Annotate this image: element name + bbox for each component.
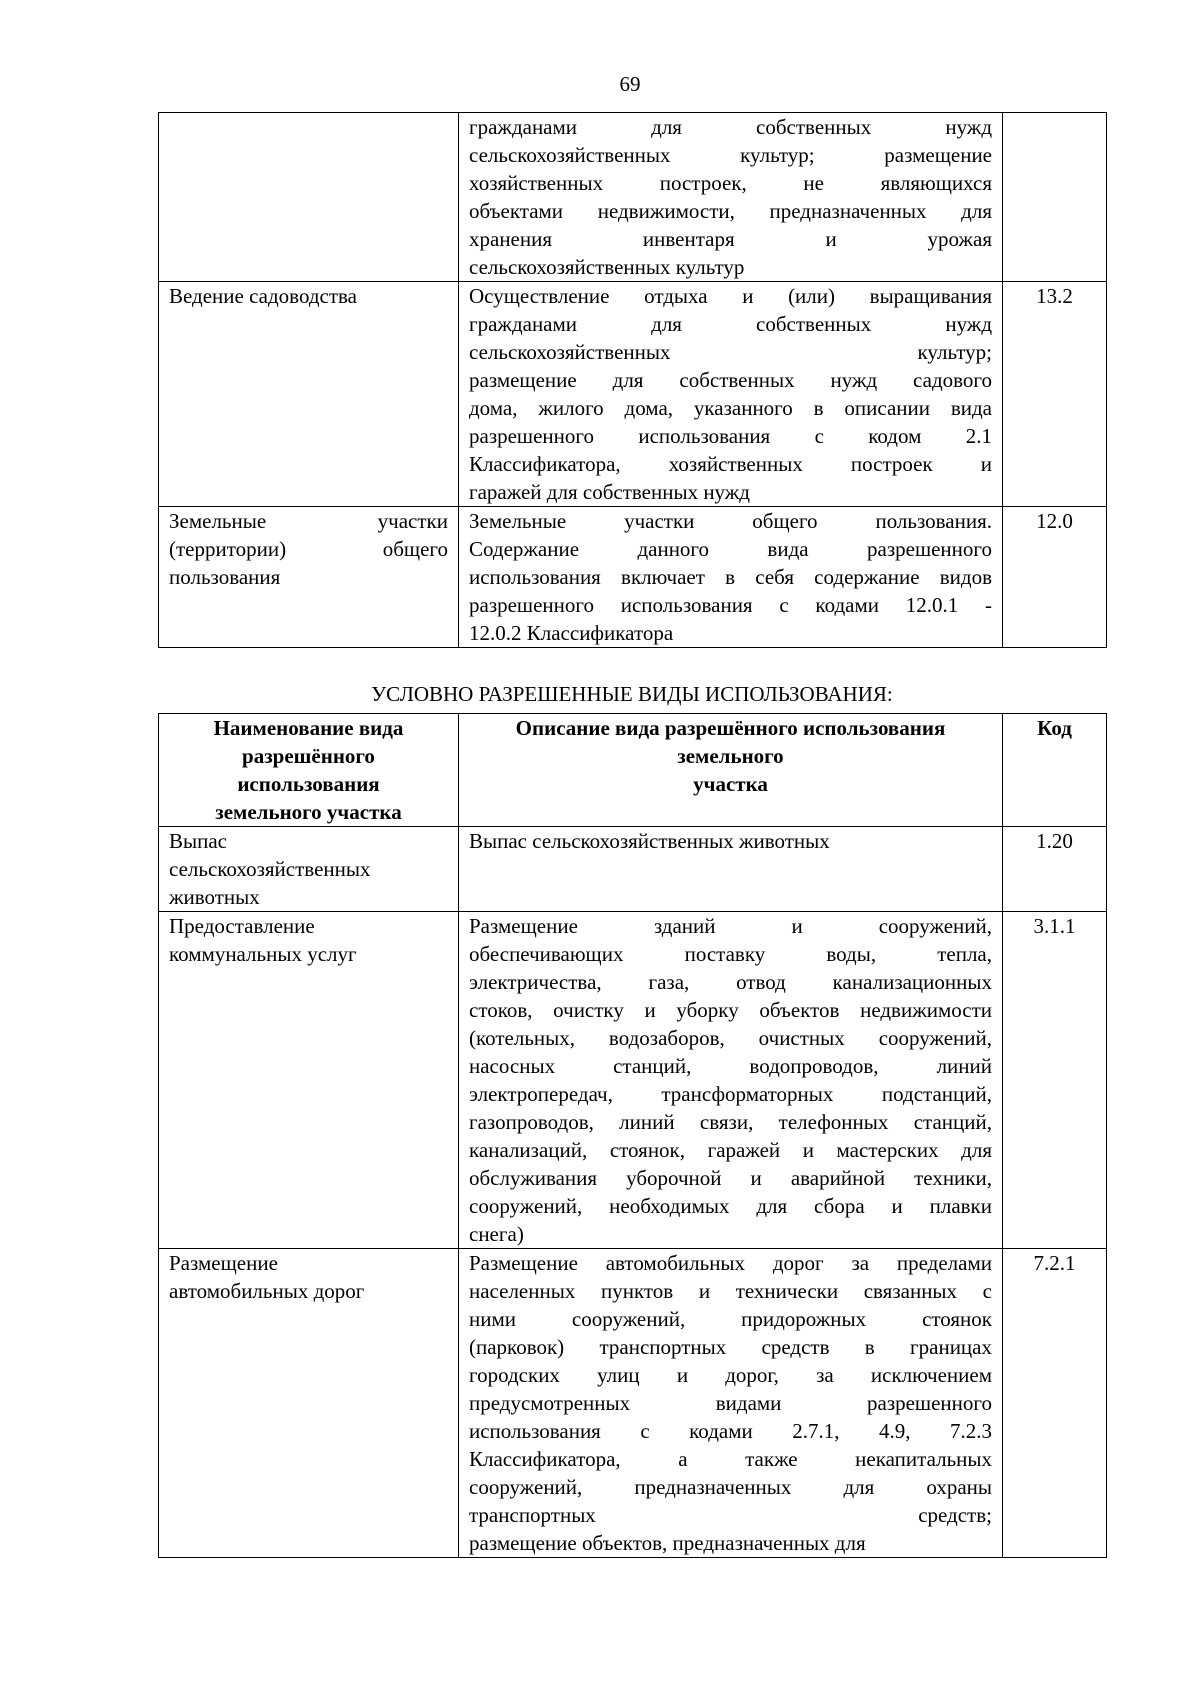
- page-number: 69: [619, 72, 641, 96]
- text-line: городских улиц и дорог, за исключением: [469, 1363, 992, 1387]
- text-line: обеспечивающих поставку воды, тепла,: [469, 942, 992, 966]
- text-line: использования включает в себя содержание видов: [469, 565, 992, 589]
- text-line: размещение для собственных нужд садового: [469, 368, 992, 392]
- header-code: Код: [1003, 714, 1107, 827]
- text-line: Ведение садоводства: [169, 284, 357, 308]
- text-line: Классификатора, а также некапитальных: [469, 1447, 992, 1471]
- table-row: [159, 827, 1107, 912]
- text-line: пользования: [169, 565, 281, 589]
- table-row: [159, 282, 1107, 507]
- use-name-cell: [159, 113, 459, 282]
- permitted-uses-table-continued: [158, 112, 1107, 648]
- text-line: дома, жилого дома, указанного в описании вида: [469, 396, 992, 420]
- header-line: Наименование вида: [213, 716, 404, 740]
- text-line: 12.0.2 Классификатора: [469, 621, 674, 645]
- text-line: сельскохозяйственных: [169, 857, 371, 881]
- use-code-cell: 12.0: [1003, 507, 1107, 648]
- header-line: участка: [693, 772, 768, 796]
- text-line: (парковок) транспортных средств в границах: [469, 1335, 992, 1359]
- use-name-cell: [159, 827, 459, 912]
- header-line: земельного участка: [215, 800, 402, 824]
- table-row: [159, 113, 1107, 282]
- use-description-cell: [459, 827, 1003, 912]
- header-name: [159, 714, 459, 827]
- text-line: животных: [169, 885, 260, 909]
- text-line: сооружений, необходимых для сбора и плавки: [469, 1194, 992, 1218]
- use-code-cell: [1003, 113, 1107, 282]
- text-line: разрешенного использования с кодом 2.1: [469, 424, 992, 448]
- use-name-cell: [159, 1249, 459, 1558]
- conditionally-permitted-uses-table: [158, 713, 1107, 1558]
- text-line: насосных станций, водопроводов, линий: [469, 1054, 992, 1078]
- use-description-cell: [459, 282, 1003, 507]
- text-line: Размещение автомобильных дорог за пределами: [469, 1251, 992, 1275]
- text-line: разрешенного использования с кодами 12.0.1 -: [469, 593, 992, 617]
- header-line: разрешённого: [242, 744, 375, 768]
- text-line: автомобильных дорог: [169, 1279, 365, 1303]
- text-line: Земельные участки: [169, 509, 448, 533]
- header-description: [459, 714, 1003, 827]
- text-line: Предоставление: [169, 914, 315, 938]
- text-line: гаражей для собственных нужд: [469, 480, 750, 504]
- section-title: УСЛОВНО РАЗРЕШЕННЫЕ ВИДЫ ИСПОЛЬЗОВАНИЯ:: [371, 682, 893, 706]
- text-line: Содержание данного вида разрешенного: [469, 537, 992, 561]
- text-line: стоков, очистку и уборку объектов недвижимости: [469, 998, 992, 1022]
- header-line: Описание вида разрешённого использования: [515, 716, 946, 740]
- use-description-cell: [459, 1249, 1003, 1558]
- use-name-cell: [159, 507, 459, 648]
- text-line: сельскохозяйственных культур;: [469, 340, 992, 364]
- table-row: [159, 912, 1107, 1249]
- text-line: сельскохозяйственных культур: [469, 255, 745, 279]
- text-line: Размещение зданий и сооружений,: [469, 914, 992, 938]
- text-line: объектами недвижимости, предназначенных для: [469, 199, 992, 223]
- use-code-cell: 1.20: [1003, 827, 1107, 912]
- use-name-cell: [159, 912, 459, 1249]
- text-line: транспортных средств;: [469, 1503, 992, 1527]
- text-line: Земельные участки общего пользования.: [469, 509, 992, 533]
- text-line: ними сооружений, придорожных стоянок: [469, 1307, 992, 1331]
- text-line: гражданами для собственных нужд: [469, 115, 992, 139]
- text-line: хозяйственных построек, не являющихся: [469, 171, 992, 195]
- text-line: хранения инвентаря и урожая: [469, 227, 992, 251]
- use-code-cell: 7.2.1: [1003, 1249, 1107, 1558]
- table-row: [159, 1249, 1107, 1558]
- use-code-cell: 13.2: [1003, 282, 1107, 507]
- text-line: Размещение: [169, 1251, 278, 1275]
- header-line: земельного: [677, 744, 784, 768]
- use-code-cell: 3.1.1: [1003, 912, 1107, 1249]
- table-header-row: [159, 714, 1107, 827]
- table-row: [159, 507, 1107, 648]
- text-line: Классификатора, хозяйственных построек и: [469, 452, 992, 476]
- text-line: гражданами для собственных нужд: [469, 312, 992, 336]
- text-line: обслуживания уборочной и аварийной техники,: [469, 1166, 992, 1190]
- text-line: коммунальных услуг: [169, 942, 357, 966]
- text-line: (территории) общего: [169, 537, 448, 561]
- use-description-cell: [459, 912, 1003, 1249]
- text-line: снега): [469, 1222, 524, 1246]
- text-line: Осуществление отдыха и (или) выращивания: [469, 284, 992, 308]
- text-line: газопроводов, линий связи, телефонных станций,: [469, 1110, 992, 1134]
- text-line: населенных пунктов и технически связанных с: [469, 1279, 992, 1303]
- text-line: предусмотренных видами разрешенного: [469, 1391, 992, 1415]
- text-line: использования с кодами 2.7.1, 4.9, 7.2.3: [469, 1419, 992, 1443]
- text-line: размещение объектов, предназначенных для: [469, 1531, 866, 1555]
- header-line: использования: [237, 772, 380, 796]
- use-description-cell: [459, 113, 1003, 282]
- text-line: сооружений, предназначенных для охраны: [469, 1475, 992, 1499]
- use-description-cell: [459, 507, 1003, 648]
- text-line: (котельных, водозаборов, очистных сооружений,: [469, 1026, 992, 1050]
- text-line: сельскохозяйственных культур; размещение: [469, 143, 992, 167]
- text-line: канализаций, стоянок, гаражей и мастерских для: [469, 1138, 992, 1162]
- text-line: электричества, газа, отвод канализационных: [469, 970, 992, 994]
- use-name-cell: [159, 282, 459, 507]
- text-line: электропередач, трансформаторных подстанций,: [469, 1082, 992, 1106]
- text-line: Выпас сельскохозяйственных животных: [469, 829, 830, 853]
- text-line: Выпас: [169, 829, 227, 853]
